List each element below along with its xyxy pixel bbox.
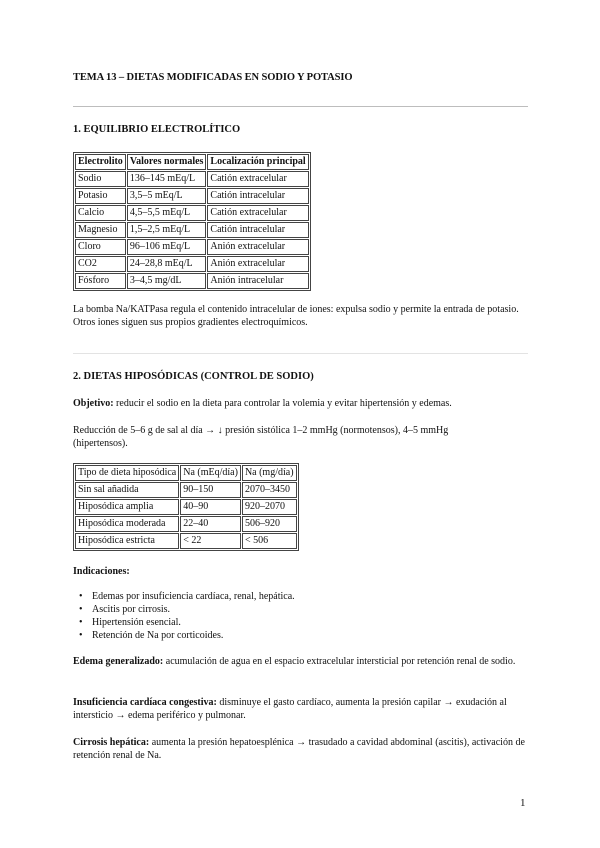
cirrosis-label: Cirrosis hepática: — [73, 737, 150, 748]
table-row — [75, 499, 297, 515]
table-cell: 4,5–5,5 mEq/L — [127, 205, 207, 221]
table-cell: < 506 — [242, 533, 297, 549]
table-cell: Catión intracelular — [207, 222, 308, 238]
table-row — [75, 239, 309, 255]
table-header-row — [75, 154, 309, 170]
table-row — [75, 256, 309, 272]
document-title: TEMA 13 – DIETAS MODIFICADAS EN SODIO Y POTASIO — [73, 72, 353, 83]
table-row — [75, 533, 297, 549]
table-cell: CO2 — [75, 256, 126, 272]
indicaciones-heading — [73, 565, 528, 578]
table-cell: Catión extracelular — [207, 205, 308, 221]
table-row — [75, 188, 309, 204]
table-cell: Magnesio — [75, 222, 126, 238]
table-cell: Catión intracelular — [207, 188, 308, 204]
table-row — [75, 482, 297, 498]
na-k-pump-paragraph: La bomba Na/KATPasa regula el contenido intracelular de iones: expulsa sodio y permite la entrada de potasio. Otros iones siguen sus propios gradientes electroquímicos. — [73, 304, 519, 328]
table-cell: Sodio — [75, 171, 126, 187]
page-number: 1 — [520, 797, 526, 809]
reduccion-paragraph: Reducción de 5–6 g de sal al día → ↓ presión sistólica 1–2 mmHg (normotensos), 4–5 mmHg (hipertensos). — [73, 425, 449, 449]
table-cell: Catión extracelular — [207, 171, 308, 187]
table-cell: < 22 — [180, 533, 241, 549]
list-item-text: Hipertensión esencial. — [92, 617, 181, 628]
list-item-text: Retención de Na por corticoides. — [92, 630, 224, 641]
column-header: Localización principal — [207, 154, 308, 170]
table-row — [75, 205, 309, 221]
table-row — [75, 171, 309, 187]
hyposodic-diet-table — [73, 463, 299, 551]
divider — [73, 353, 528, 354]
objetivo-label: Objetivo: — [73, 398, 114, 409]
cirrosis-text: aumenta la presión hepatoesplénica → trasudado a cavidad abdominal (ascitis), activación de retención renal de Na. — [73, 737, 525, 761]
table-row — [75, 273, 309, 289]
list-item — [73, 590, 295, 603]
table-cell: Sin sal añadida — [75, 482, 179, 498]
section2-heading: 2. DIETAS HIPOSÓDICAS (CONTROL DE SODIO) — [73, 371, 314, 382]
icc-label: Insuficiencia cardíaca congestiva: — [73, 697, 217, 708]
edema-text: acumulación de agua en el espacio extracelular intersticial por retención renal de sodio. — [163, 656, 516, 667]
objetivo-text: reducir el sodio en la dieta para controlar la volemia y evitar hipertensión y edemas. — [113, 398, 452, 409]
table-cell: 136–145 mEq/L — [127, 171, 207, 187]
section1-heading: 1. EQUILIBRIO ELECTROLÍTICO — [73, 124, 241, 135]
table-cell: Anión extracelular — [207, 239, 308, 255]
table-cell: Potasio — [75, 188, 126, 204]
column-header: Na (mEq/día) — [180, 465, 241, 481]
edema-label: Edema generalizado: — [73, 656, 164, 667]
table-row — [75, 222, 309, 238]
table-cell: 3–4,5 mg/dL — [127, 273, 207, 289]
table-cell: Fósforo — [75, 273, 126, 289]
electrolyte-table — [73, 152, 311, 291]
column-header: Tipo de dieta hiposódica — [75, 465, 179, 481]
bullet-icon: • — [79, 591, 83, 602]
table-cell: 22–40 — [180, 516, 241, 532]
edema-paragraph — [73, 655, 528, 668]
list-item — [73, 603, 295, 616]
table-cell: 3,5–5 mEq/L — [127, 188, 207, 204]
bullet-icon: • — [79, 630, 83, 641]
table-cell: Hiposódica amplia — [75, 499, 179, 515]
table-cell: Calcio — [75, 205, 126, 221]
table-cell: 1,5–2,5 mEq/L — [127, 222, 207, 238]
table-cell: Anión intracelular — [207, 273, 308, 289]
table-cell: 96–106 mEq/L — [127, 239, 207, 255]
objetivo-paragraph — [73, 397, 528, 410]
list-item-text: Edemas por insuficiencia cardíaca, renal, hepática. — [92, 591, 295, 602]
column-header: Electrolito — [75, 154, 126, 170]
table-cell: Hiposódica moderada — [75, 516, 179, 532]
table-cell: Anión extracelular — [207, 256, 308, 272]
list-item — [73, 616, 295, 629]
indicaciones-label: Indicaciones: — [73, 566, 130, 577]
column-header: Valores normales — [127, 154, 207, 170]
table-cell: Cloro — [75, 239, 126, 255]
icc-text: disminuye el gasto cardíaco, aumenta la presión capilar → exudación al intersticio → edema periférico y pulmonar. — [73, 697, 507, 721]
table-cell: 920–2070 — [242, 499, 297, 515]
table-cell: 90–150 — [180, 482, 241, 498]
indicaciones-list — [73, 590, 295, 642]
table-cell: 2070–3450 — [242, 482, 297, 498]
list-item — [73, 629, 295, 642]
column-header: Na (mg/día) — [242, 465, 297, 481]
table-row — [75, 516, 297, 532]
cirrosis-paragraph — [73, 736, 528, 762]
table-header-row — [75, 465, 297, 481]
icc-paragraph — [73, 696, 528, 722]
divider — [73, 106, 528, 107]
table-cell: 506–920 — [242, 516, 297, 532]
table-cell: Hiposódica estricta — [75, 533, 179, 549]
bullet-icon: • — [79, 604, 83, 615]
table-cell: 40–90 — [180, 499, 241, 515]
bullet-icon: • — [79, 617, 83, 628]
list-item-text: Ascitis por cirrosis. — [92, 604, 171, 615]
table-cell: 24–28,8 mEq/L — [127, 256, 207, 272]
